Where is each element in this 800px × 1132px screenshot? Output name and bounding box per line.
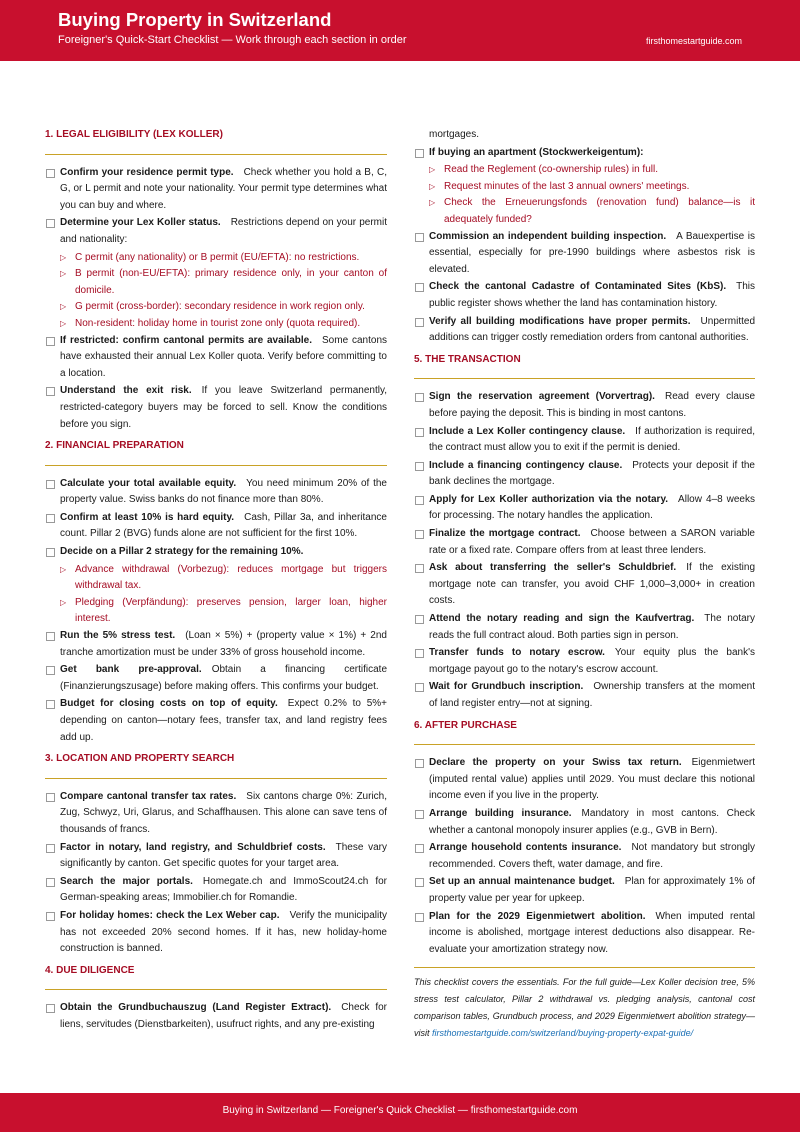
checklist-item (45, 628, 387, 661)
checkbox[interactable] (46, 219, 55, 228)
checkbox[interactable] (415, 564, 424, 573)
sub-item (45, 562, 387, 595)
footnote (414, 967, 755, 1042)
checklist-item (414, 806, 755, 839)
checkbox[interactable] (415, 683, 424, 692)
checkbox[interactable] (46, 548, 55, 557)
checklist-item (45, 789, 387, 839)
item-text: Ownership transfers at the moment of land register entry—not at signing. (429, 681, 755, 709)
checkbox[interactable] (46, 169, 55, 178)
item-text: Restrictions depend on your permit and nationality: (60, 217, 387, 245)
checkbox[interactable] (415, 530, 424, 539)
section-heading: 5. THE TRANSACTION (414, 352, 755, 380)
checkbox[interactable] (415, 615, 424, 624)
sub-item (45, 595, 387, 628)
guide-link[interactable]: firsthomestartguide.com/switzerland/buying-property-expat-guide/ (432, 1028, 694, 1039)
checklist-item (414, 526, 755, 559)
item-text: Allow 4–8 weeks for processing. The notary handles the application. (429, 493, 755, 522)
sub-item-text: Non-resident: holiday home in tourist zone only (quota required). (75, 317, 361, 329)
item-title: Arrange household contents insurance. (429, 842, 622, 854)
section-heading: 4. DUE DILIGENCE (45, 963, 387, 991)
sub-item-text: Pledging (Verpfändung): preserves pension, larger loan, higher interest. (75, 596, 387, 625)
item-title: Ask about transferring the seller's Schuldbrief. (429, 562, 677, 574)
continuation-text: mortgages. (429, 129, 480, 140)
footnote-text: This checklist covers the essentials. For the full guide—Lex Koller decision tree, 5% stress test calculator, Pillar 2 withdrawal vs. pledging analysis, cantonal cost comparison tables, Grundbuch process, and 2029 Eigenmietwert abolition strategy—visit (414, 977, 755, 1039)
sub-item-text: Check the Erneuerungsfonds (renovation fund) balance—is it adequately funded? (444, 197, 755, 225)
item-title: Attend the notary reading and sign the Kaufvertrag. (429, 613, 695, 625)
checkbox[interactable] (46, 666, 55, 675)
checkbox[interactable] (46, 480, 55, 489)
item-text: Plan for approximately 1% of property value per year for upkeep. (429, 876, 755, 904)
sub-item-text: Request minutes of the last 3 annual owners' meetings. (444, 180, 690, 192)
footer-text: Buying in Switzerland — Foreigner's Quick Checklist — firsthomestartguide.com (222, 1105, 578, 1116)
item-text: Homegate.ch and ImmoScout24.ch for German-speaking areas; Immobilier.ch for Romandie. (60, 875, 387, 904)
checkbox[interactable] (415, 649, 424, 658)
checklist-item (45, 510, 387, 543)
item-title: Factor in notary, land registry, and Schuldbrief costs. (60, 841, 326, 853)
triangle-bullet-icon: ▷ (429, 198, 436, 208)
checklist-item (414, 229, 755, 279)
item-title: For holiday homes: check the Lex Weber cap. (60, 909, 280, 921)
item-title: Determine your Lex Koller status. (60, 217, 221, 229)
item-text: These vary significantly by canton. Get specific quotes for your target area. (60, 841, 387, 870)
sub-item-text: B permit (non-EU/EFTA): primary residence only, in your canton of domicile. (75, 268, 387, 296)
sub-item-text: C permit (any nationality) or B permit (EU/EFTA): no restrictions. (75, 251, 360, 263)
item-text: Choose between a SARON variable rate or a fixed rate. Compare offers from at least three lenders. (429, 528, 755, 556)
sub-item (45, 299, 387, 316)
checkbox[interactable] (46, 700, 55, 709)
checklist-item (45, 874, 387, 907)
page-footer (0, 1093, 800, 1132)
item-title: Arrange building insurance. (429, 807, 572, 819)
item-text: Expect 0.2% to 5%+ depending on canton—notary fees, transfer tax, and land registry fees add up. (60, 698, 388, 743)
right-column (414, 127, 755, 1042)
checkbox[interactable] (46, 514, 55, 523)
item-title: Finalize the mortgage contract. (429, 528, 581, 540)
item-text: If authorization is required, the contract must allow you to exit if the permit is denied. (429, 425, 756, 454)
page-title: Buying Property in Switzerland (58, 9, 332, 30)
checkbox[interactable] (415, 428, 424, 437)
checklist-item (414, 909, 755, 959)
item-text: Eigenmietwert (imputed rental value) applies until 2029. You must declare this notional income even if you live in the property. (429, 757, 755, 802)
checklist-item (414, 145, 755, 162)
item-text: A Bauexpertise is essential, especially for pre-1990 buildings where asbestos risk is elevated. (429, 230, 755, 275)
checklist-item (45, 476, 387, 509)
checklist-item (45, 1000, 387, 1033)
checkbox[interactable] (46, 793, 55, 802)
checklist-item (414, 314, 755, 347)
item-text: Mandatory in most cantons. Check whether a cantonal monopoly insurer applies (e.g., GVB in Bern). (429, 807, 755, 836)
item-title: Commission an independent building inspection. (429, 230, 667, 242)
section-heading: 1. LEGAL ELIGIBILITY (LEX KOLLER) (45, 127, 387, 155)
checklist-item (414, 611, 755, 644)
checkbox[interactable] (415, 233, 424, 242)
item-title: Search the major portals. (60, 875, 193, 887)
item-text: Check whether you hold a B, C, G, or L permit and note your nationality. Your permit type determines what you can buy and where. (60, 166, 387, 211)
item-title: Include a Lex Koller contingency clause. (429, 425, 626, 437)
checklist-item (414, 874, 755, 907)
checkbox[interactable] (46, 632, 55, 641)
item-title: Verify all building modifications have proper permits. (429, 315, 691, 327)
triangle-bullet-icon: ▷ (60, 252, 67, 262)
item-text: When imputed rental income is abolished, mortgage interest deductions also disappear. Re-evaluate your amortization strategy now. (429, 910, 755, 955)
triangle-bullet-icon: ▷ (429, 165, 436, 175)
sub-item-text: Advance withdrawal (Vorbezug): reduces mortgage but triggers withdrawal tax. (75, 563, 387, 592)
checklist-item (45, 383, 387, 433)
checklist-item (414, 645, 755, 678)
checkbox[interactable] (415, 393, 424, 402)
checkbox[interactable] (46, 1004, 55, 1013)
checklist-item (414, 389, 755, 422)
item-title: Declare the property on your Swiss tax return. (429, 757, 682, 769)
checklist-item (414, 560, 755, 610)
checklist-item (45, 165, 387, 215)
checkbox[interactable] (415, 149, 424, 158)
item-title: Run the 5% stress test. (60, 630, 176, 642)
checkbox[interactable] (46, 337, 55, 346)
item-title: If restricted: confirm cantonal permits are available. (60, 334, 313, 346)
item-text: Read every clause before paying the deposit. This is binding in most cantons. (429, 391, 755, 419)
checklist-item (45, 840, 387, 873)
item-text: Cash, Pillar 3a, and inheritance count. Pillar 2 (BVG) funds alone are not sufficient for the first 10%. (60, 511, 387, 540)
item-title: Get bank pre-approval. (60, 664, 202, 676)
checkbox[interactable] (415, 462, 424, 471)
item-text: Unpermitted additions can trigger costly remediation orders from cantonal authorities. (429, 315, 755, 344)
item-text: You need minimum 20% of the property value. Swiss banks do not finance more than 80%. (60, 477, 387, 506)
sub-item (414, 179, 755, 196)
checklist-item (414, 679, 755, 712)
item-title: Sign the reservation agreement (Vorvertrag). (429, 391, 655, 403)
triangle-bullet-icon: ▷ (60, 302, 67, 312)
checklist-item (414, 279, 755, 312)
item-text: Obtain a financing certificate (Finanzierungszusage) before making offers. This confirms your budget. (60, 664, 388, 692)
checklist-item (414, 755, 755, 805)
item-text: Check for liens, servitudes (Dienstbarkeiten), usufruct rights, and any pre-existing (60, 1002, 387, 1030)
sub-item-text: G permit (cross-border): secondary residence in work region only. (75, 301, 365, 313)
item-title: Wait for Grundbuch inscription. (429, 681, 584, 693)
item-text: The notary reads the full contract aloud. Both parties sign in person. (429, 613, 755, 641)
item-title: Compare cantonal transfer tax rates. (60, 790, 237, 802)
item-title: Obtain the Grundbuchauszug (Land Register Extract). (60, 1002, 332, 1014)
item-text: Protects your deposit if the bank declines the mortgage. (429, 459, 755, 488)
item-title: Budget for closing costs on top of equity. (60, 698, 278, 710)
checkbox[interactable] (415, 810, 424, 819)
item-text: Not mandatory but strongly recommended. Covers theft, water damage, and fire. (429, 842, 756, 870)
item-text: If the existing mortgage note can transfer, you avoid CHF 1,000–3,000+ in creation costs. (429, 562, 756, 607)
item-title: Decide on a Pillar 2 strategy for the remaining 10%. (60, 546, 304, 558)
item-title: Confirm at least 10% is hard equity. (60, 511, 235, 523)
left-column (45, 127, 387, 1039)
triangle-bullet-icon: ▷ (60, 597, 67, 607)
item-title: Confirm your residence permit type. (60, 166, 234, 178)
checklist-item (414, 492, 755, 525)
checklist-item (45, 215, 387, 248)
item-title: Check the cantonal Cadastre of Contaminated Sites (KbS). (429, 281, 727, 293)
checklist-item (45, 333, 387, 383)
section-heading: 2. FINANCIAL PREPARATION (45, 438, 387, 466)
section-heading: 3. LOCATION AND PROPERTY SEARCH (45, 751, 387, 779)
header-site: firsthomestartguide.com (645, 36, 742, 46)
triangle-bullet-icon: ▷ (60, 269, 67, 279)
item-title: Understand the exit risk. (60, 385, 192, 397)
checkbox[interactable] (46, 912, 55, 921)
sub-item (45, 266, 387, 299)
checklist-item (45, 544, 387, 561)
item-title: Calculate your total available equity. (60, 477, 237, 489)
sub-item-text: Read the Reglement (co-ownership rules) in full. (444, 164, 658, 176)
checkbox[interactable] (415, 913, 424, 922)
checkbox[interactable] (415, 318, 424, 327)
checklist-item (45, 696, 387, 746)
item-title: Plan for the 2029 Eigenmietwert abolition. (429, 910, 646, 922)
item-title: Set up an annual maintenance budget. (429, 876, 615, 888)
checkbox[interactable] (46, 844, 55, 853)
triangle-bullet-icon: ▷ (60, 318, 67, 328)
item-text: (Loan × 5%) + (property value × 1%) + 2nd tranche amortization must be under 33% of gross household income. (60, 630, 387, 658)
checkbox[interactable] (46, 387, 55, 396)
item-title: Transfer funds to notary escrow. (429, 647, 605, 659)
checkbox[interactable] (46, 878, 55, 887)
item-text: Verify the municipality has not exceeded 20% second homes. If it has, new holiday-home construction is banned. (60, 909, 387, 955)
checklist-item (414, 424, 755, 457)
checkbox[interactable] (415, 844, 424, 853)
item-title: Include a financing contingency clause. (429, 459, 623, 471)
item-title: If buying an apartment (Stockwerkeigentum): (429, 146, 644, 158)
checklist-item (45, 908, 387, 958)
triangle-bullet-icon: ▷ (429, 181, 436, 191)
item-text: This public register shows whether the land has contamination history. (429, 281, 755, 309)
checkbox[interactable] (415, 283, 424, 292)
page-subtitle: Foreigner's Quick-Start Checklist — Work through each section in order (58, 34, 407, 46)
item-text: Your equity plus the bank's mortgage payout go to the notary's escrow account. (429, 647, 755, 675)
section-heading: 6. AFTER PURCHASE (414, 718, 755, 746)
sub-item (45, 250, 387, 267)
checklist-item (414, 840, 755, 873)
checkbox[interactable] (415, 878, 424, 887)
sub-item (45, 316, 387, 333)
sub-item (414, 162, 755, 179)
item-text: If you leave Switzerland permanently, restricted-category buyers may be forced to sell. Know the conditions before you sign. (60, 385, 387, 430)
checkbox[interactable] (415, 759, 424, 768)
page-header (0, 0, 800, 61)
sub-item (414, 195, 755, 228)
triangle-bullet-icon: ▷ (60, 564, 67, 574)
item-title: Apply for Lex Koller authorization via the notary. (429, 493, 669, 505)
item-text: Six cantons charge 0%: Zurich, Zug, Schwyz, Uri, Glarus, and Schaffhausen. This alone can save tens of thousands of francs. (60, 790, 387, 835)
checklist-item (414, 458, 755, 491)
checklist-item (45, 662, 387, 695)
item-text: Some cantons have exhausted their annual Lex Koller quota. Verify before committing to a location. (60, 334, 388, 379)
checkbox[interactable] (415, 496, 424, 505)
